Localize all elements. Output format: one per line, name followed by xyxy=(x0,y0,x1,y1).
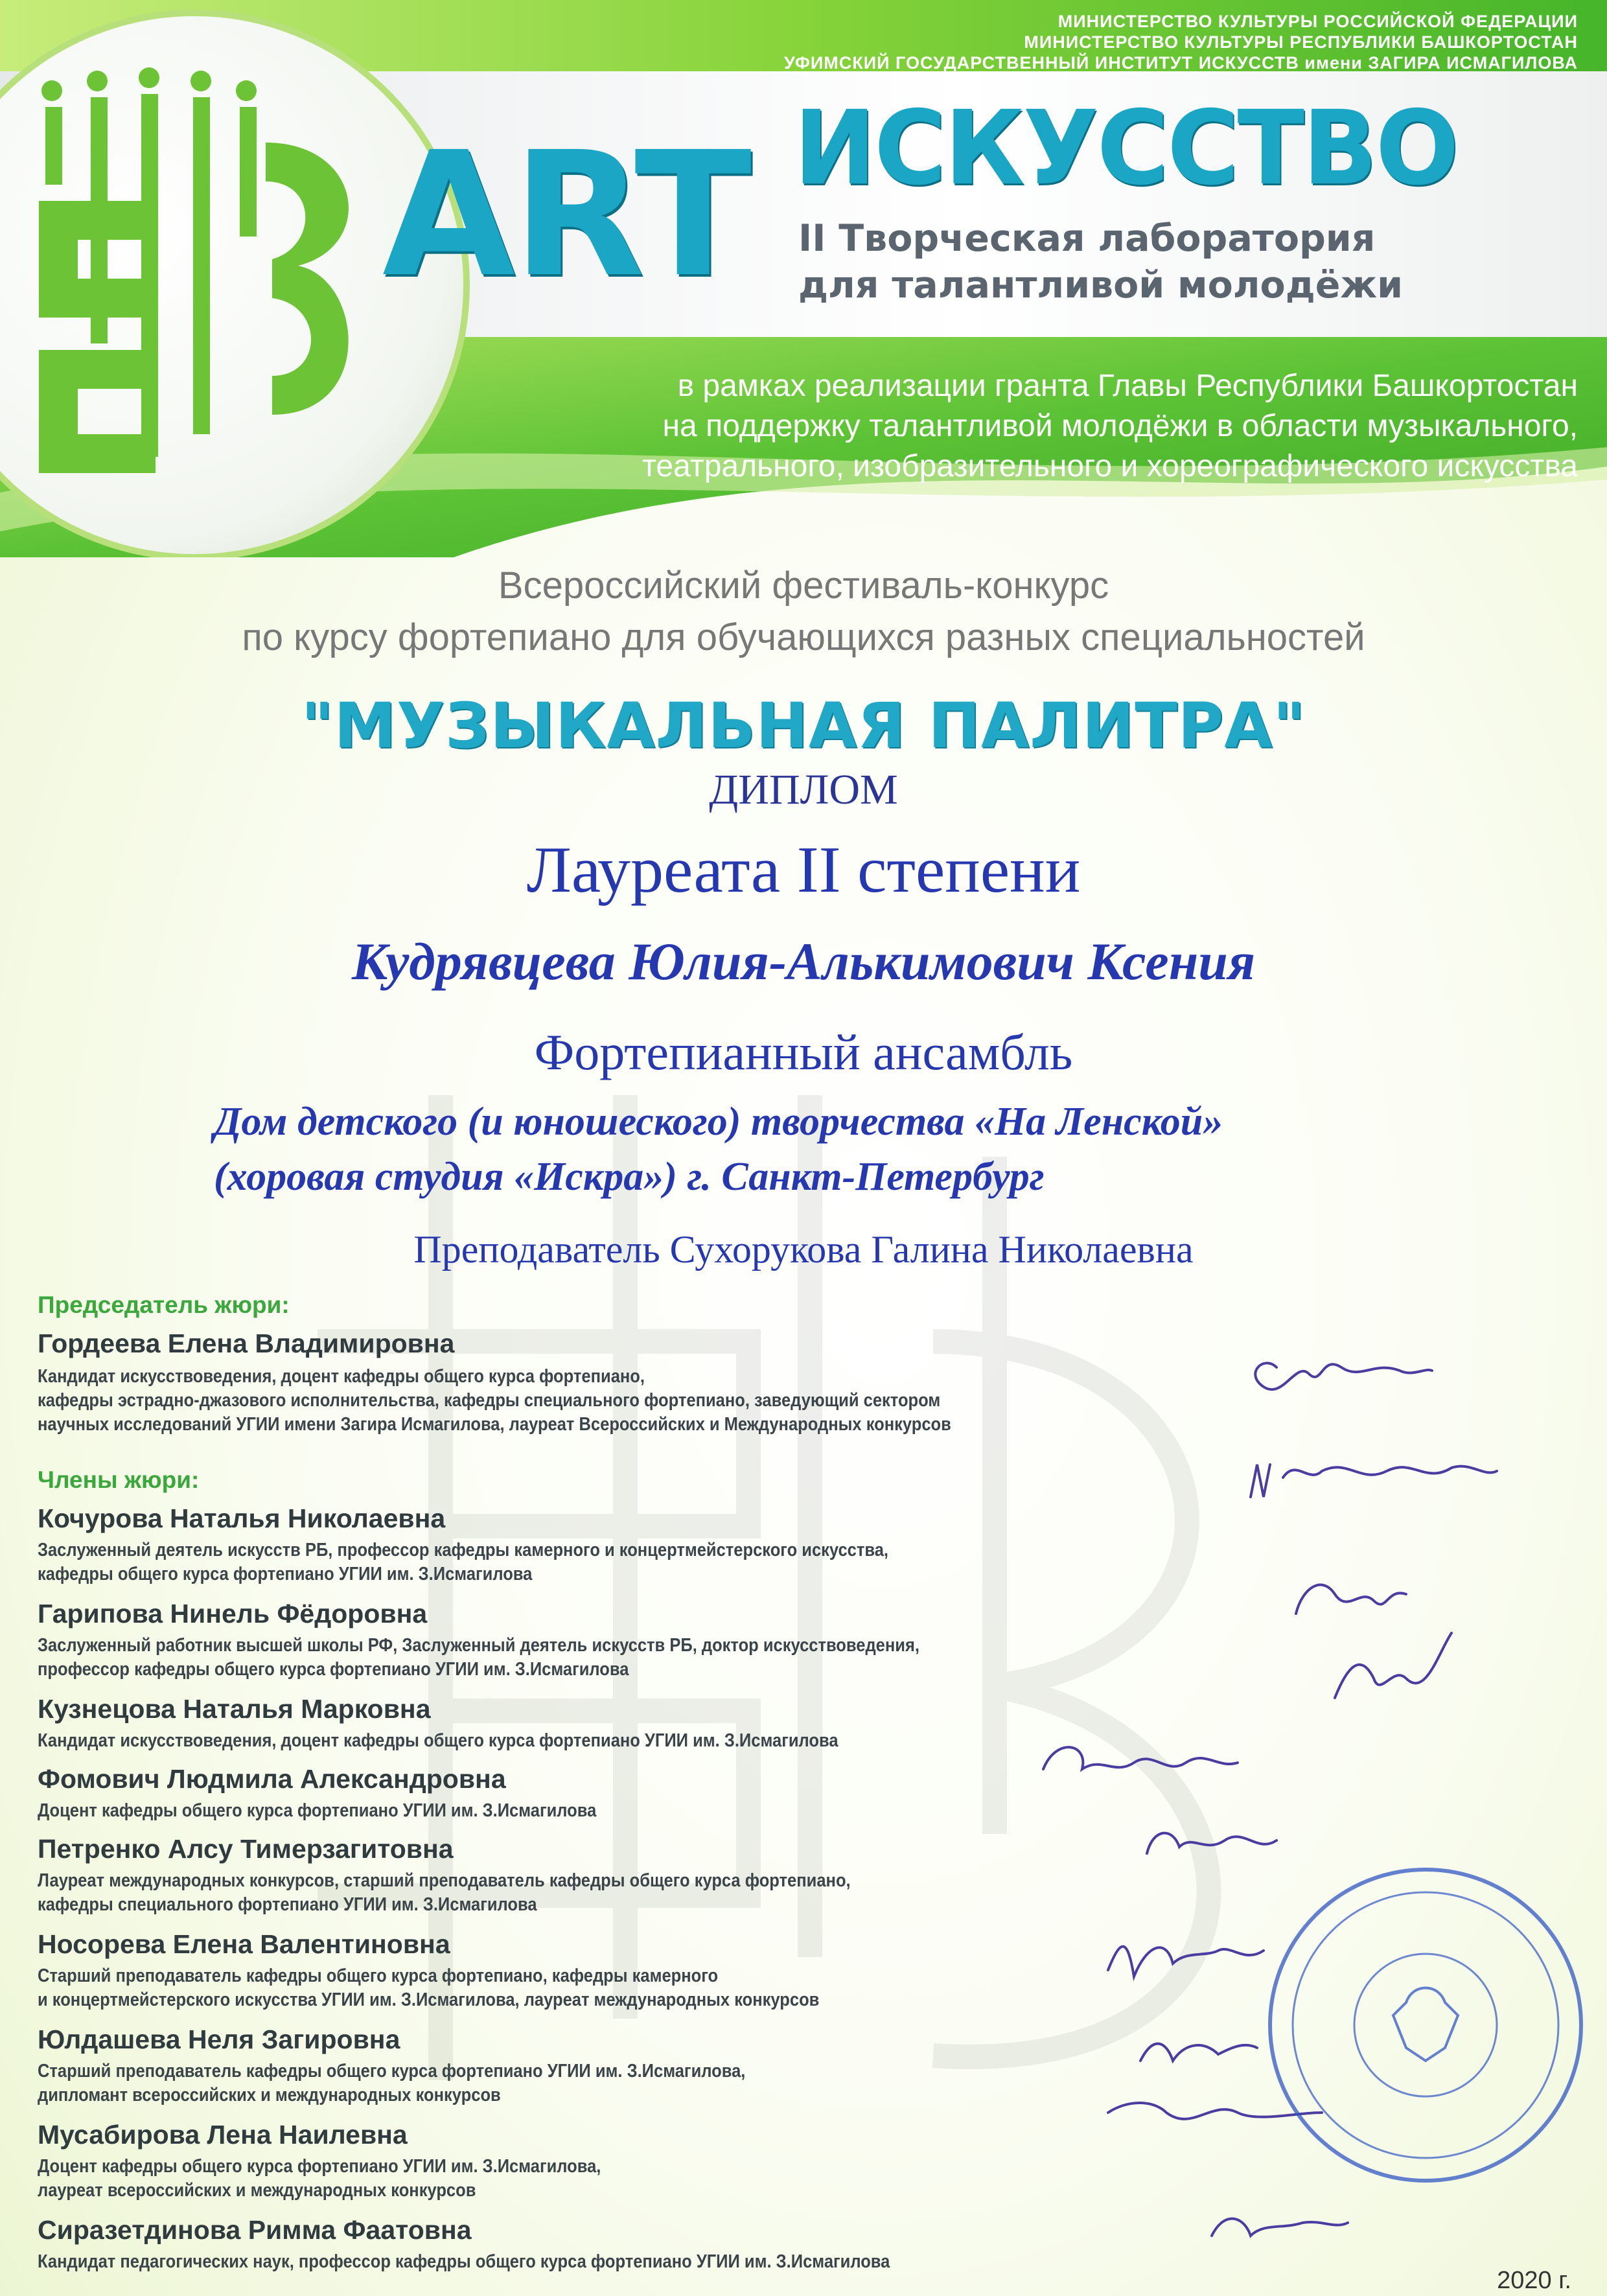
jury-members-heading: Члены жюри: xyxy=(38,1467,200,1493)
institution-line-2: (хоровая студия «Искра») г. Санкт-Петербург xyxy=(214,1155,1045,1199)
festival-line-2: по курсу фортепиано для обучающихся разных специальностей xyxy=(242,616,1365,658)
signature-yuldasheva xyxy=(1140,2044,1257,2061)
signature-sirazetdinova xyxy=(1212,2219,1348,2236)
jury-member-name: Кузнецова Наталья Марковна xyxy=(38,1694,431,1724)
jury-member-name: Сиразетдинова Римма Фаатовна xyxy=(38,2215,472,2245)
signature-musabirova xyxy=(1108,2103,1322,2119)
jury-member-desc: Заслуженный работник высшей школы РФ, Заслуженный деятель искусств РБ, доктор искусствоведения, xyxy=(38,1635,919,1656)
signature-nosoreva xyxy=(1108,1947,1264,1977)
year: 2020 г. xyxy=(1497,2267,1571,2294)
signature-garipova xyxy=(1296,1585,1406,1614)
jury-member-desc: и концертмейстерского искусства УГИИ им. З.Исмагилова, лауреат международных конкурсов xyxy=(38,1989,820,2010)
signature-kochurova xyxy=(1251,1465,1497,1497)
grant-line-2: на поддержку талантливой молодёжи в области музыкального, xyxy=(662,409,1578,443)
jury-member-desc: Кандидат искусствоведения, доцент кафедры общего курса фортепиано УГИИ им. З.Исмагилова xyxy=(38,1730,838,1751)
jury-member-desc: Заслуженный деятель искусств РБ, профессор кафедры камерного и концертмейстерского искусства, xyxy=(38,1540,889,1560)
signature-kuznetsova xyxy=(1335,1633,1451,1698)
lab-line-2: для талантливой молодёжи xyxy=(798,264,1404,307)
jury-member-name: Мусабирова Лена Наилевна xyxy=(38,2120,408,2150)
jury-member-name: Петренко Алсу Тимерзагитовна xyxy=(38,1834,454,1864)
signature-fomovich xyxy=(1043,1747,1238,1769)
jury-chair-desc-1: Кандидат искусствоведения, доцент кафедры общего курса фортепиано, xyxy=(38,1366,645,1387)
institute-logo xyxy=(26,52,389,505)
jury-member-name: Носорева Елена Валентиновна xyxy=(38,1929,450,1959)
jury-member-desc: Старший преподаватель кафедры общего курса фортепиано, кафедры камерного xyxy=(38,1966,719,1986)
jury-chair-desc-3: научных исследований УГИИ имени Загира Исмагилова, лауреат Всероссийских и Международных конкурсов xyxy=(38,1414,951,1435)
jury-member-desc: профессор кафедры общего курса фортепиано УГИИ им. З.Исмагилова xyxy=(38,1659,629,1680)
jury-member-name: Юлдашева Неля Загировна xyxy=(38,2024,400,2054)
jury-member-name: Кочурова Наталья Николаевна xyxy=(38,1503,446,1533)
jury-member-desc: лауреат всероссийских и международных конкурсов xyxy=(38,2180,476,2201)
signature-petrenko xyxy=(1147,1833,1277,1853)
signatures-and-seal xyxy=(959,1316,1607,2294)
participant-name: Кудрявцева Юлия-Алькимович Ксения xyxy=(351,932,1256,991)
institution-line-1: Дом детского (и юношеского) творчества «На Ленской» xyxy=(214,1100,1223,1144)
jury-chair-name: Гордеева Елена Владимировна xyxy=(38,1328,455,1358)
festival-name: "МУЗЫКАЛЬНАЯ ПАЛИТРА" xyxy=(301,690,1306,762)
lab-line-1: II Творческая лаборатория xyxy=(798,217,1376,260)
jury-member-desc: Доцент кафедры общего курса фортепиано УГИИ им. З.Исмагилова xyxy=(38,1800,597,1821)
signature-gordeeva xyxy=(1255,1363,1432,1389)
art-title: ART xyxy=(382,115,750,315)
jury-member-desc: Доцент кафедры общего курса фортепиано УГИИ им. З.Исмагилова, xyxy=(38,2156,601,2177)
jury-member-desc: дипломант всероссийских и международных конкурсов xyxy=(38,2085,501,2105)
jury-member-name: Фомович Людмила Александровна xyxy=(38,1764,506,1794)
jury-member-desc: Кандидат педагогических наук, профессор кафедры общего курса фортепиано УГИИ им. З.Исмагилова xyxy=(38,2251,890,2272)
org-line-ministry-rf: МИНИСТЕРСТВО КУЛЬТУРЫ РОССИЙСКОЙ ФЕДЕРАЦИИ xyxy=(1058,12,1578,31)
jury-member-desc: Лауреат международных конкурсов, старший преподаватель кафедры общего курса фортепиано, xyxy=(38,1870,851,1891)
org-line-ministry-rb: МИНИСТЕРСТВО КУЛЬТУРЫ РЕСПУБЛИКИ БАШКОРТОСТАН xyxy=(1024,32,1578,52)
jury-chair-heading: Председатель жюри: xyxy=(38,1292,290,1318)
grant-line-3: театрального, изобразительного и хореографического искусства xyxy=(642,449,1578,483)
grant-line-1: в рамках реализации гранта Главы Республики Башкортостан xyxy=(677,369,1578,403)
jury-member-desc: кафедры специального фортепиано УГИИ им. З.Исмагилова xyxy=(38,1894,537,1915)
jury-member-desc: кафедры общего курса фортепиано УГИИ им. З.Исмагилова xyxy=(38,1564,533,1584)
iskusstvo-title: ИСКУССТВО xyxy=(794,89,1457,208)
signature-strokes xyxy=(1043,1363,1497,2236)
jury-chair-desc-2: кафедры эстрадно-джазового исполнительства, кафедры специального фортепиано, заведующий сектором xyxy=(38,1390,941,1411)
jury-member-desc: Старший преподаватель кафедры общего курса фортепиано УГИИ им. З.Исмагилова, xyxy=(38,2061,746,2081)
jury-member-name: Гарипова Нинель Фёдоровна xyxy=(38,1599,428,1629)
festival-line-1: Всероссийский фестиваль-конкурс xyxy=(498,564,1109,607)
teacher: Преподаватель Сухорукова Галина Николаевна xyxy=(413,1228,1194,1271)
diploma-title: ДИПЛОМ xyxy=(709,766,898,813)
round-seal xyxy=(1270,1870,1581,2181)
nomination: Фортепианный ансамбль xyxy=(534,1024,1073,1080)
org-line-institute: УФИМСКИЙ ГОСУДАРСТВЕННЫЙ ИНСТИТУТ ИСКУССТВ имени ЗАГИРА ИСМАГИЛОВА xyxy=(784,53,1578,73)
laureate-degree: Лауреата II степени xyxy=(526,833,1081,907)
